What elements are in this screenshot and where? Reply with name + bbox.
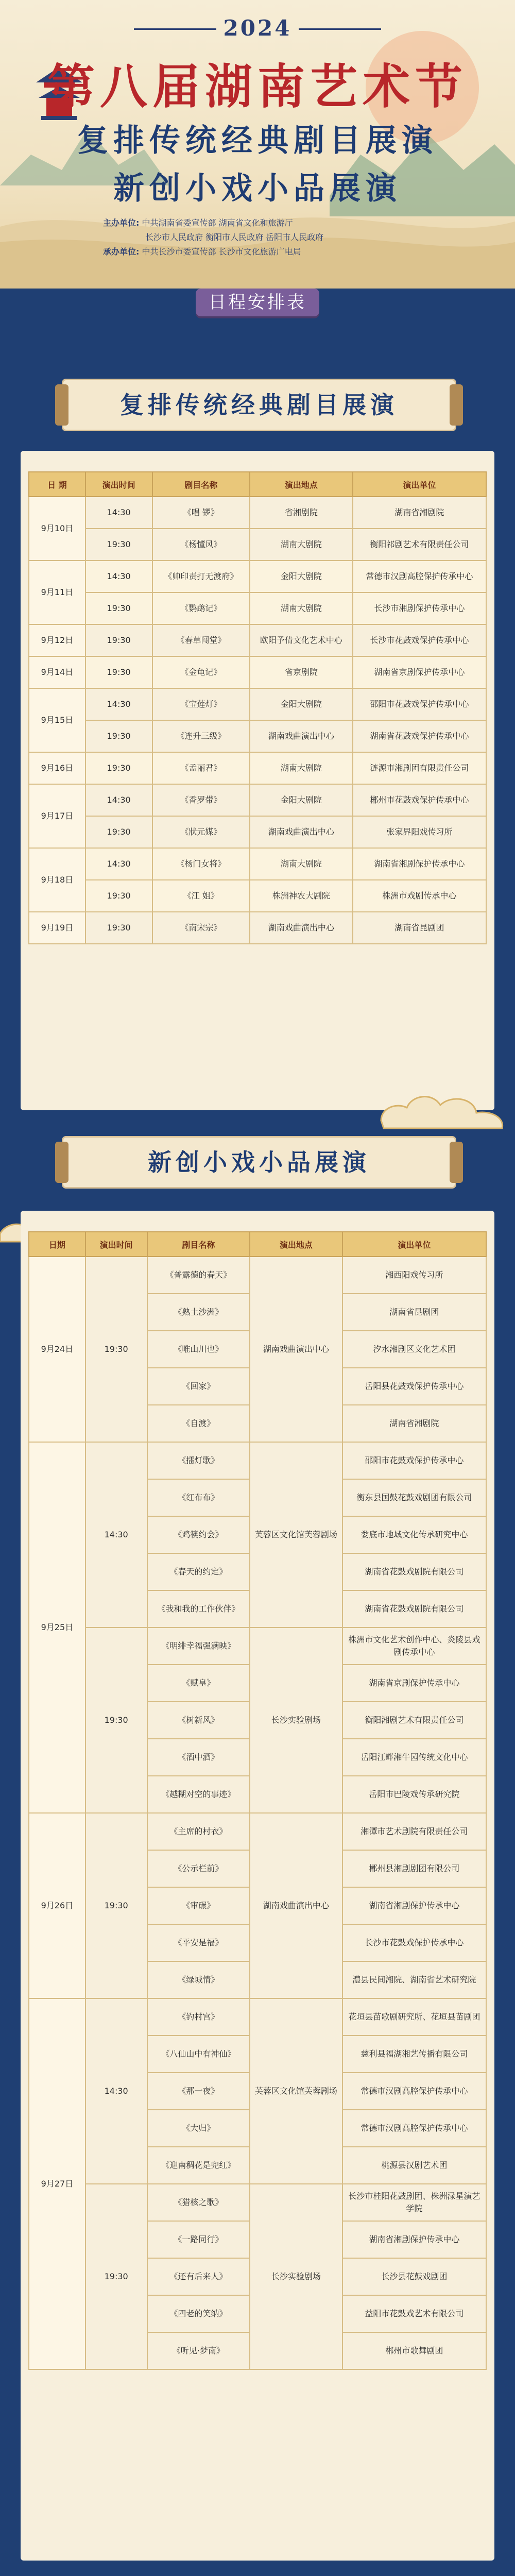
table-row	[29, 561, 486, 592]
col-header-venue: 演出地点	[250, 472, 353, 497]
date-cell: 9月14日	[29, 656, 85, 688]
time-cell: 19:30	[85, 656, 152, 688]
table-row	[29, 912, 486, 944]
table-row	[29, 592, 486, 624]
venue-cell: 芙蓉区文化馆芙蓉剧场	[250, 1442, 342, 1628]
unit-cell: 衡阳祁剧艺术有限责任公司	[353, 529, 486, 561]
date-cell: 9月11日	[29, 561, 85, 624]
play-name-cell: 《红布布》	[147, 1479, 250, 1516]
table-row	[29, 880, 486, 912]
play-name-cell: 《平安是福》	[147, 1924, 250, 1961]
section1-title: 复排传统经典剧目展演	[120, 391, 398, 419]
time-cell: 14:30	[85, 848, 152, 880]
date-cell: 9月24日	[29, 1257, 85, 1442]
time-cell: 19:30	[85, 720, 152, 752]
unit-cell: 湖南省昆剧团	[353, 912, 486, 944]
unit-cell: 湖南省京剧保护传承中心	[342, 1665, 486, 1702]
play-name-cell: 《四老的笑纳》	[147, 2295, 250, 2332]
play-name-cell: 《熟土沙洲》	[147, 1294, 250, 1331]
table-row	[29, 2184, 486, 2221]
section2-title: 新创小戏小品展演	[148, 1148, 370, 1176]
play-name-cell: 《听见·梦南》	[147, 2332, 250, 2369]
play-name-cell: 《越糊对空的事迹》	[147, 1776, 250, 1813]
unit-cell: 郴州县湘剧剧团有限公司	[342, 1850, 486, 1887]
date-cell: 9月27日	[29, 1998, 85, 2369]
time-cell: 19:30	[85, 592, 152, 624]
time-cell: 19:30	[85, 816, 152, 848]
unit-cell: 湖南省花鼓戏保护传承中心	[353, 720, 486, 752]
venue-cell: 芙蓉区文化馆芙蓉剧场	[250, 1998, 342, 2184]
unit-cell: 株洲市文化艺术创作中心、炎陵县戏剧传承中心	[342, 1628, 486, 1665]
date-cell: 9月12日	[29, 624, 85, 656]
unit-cell: 岳阳市巴陵戏传承研究院	[342, 1776, 486, 1813]
col-header-venue: 演出地点	[250, 1232, 342, 1257]
unit-cell: 汐水湘剧区文化艺术团	[342, 1331, 486, 1368]
col-header-date: 日期	[29, 1232, 85, 1257]
table-row	[29, 1442, 486, 1479]
unit-cell: 长沙市花鼓戏保护传承中心	[342, 1924, 486, 1961]
play-name-cell: 《树新风》	[147, 1702, 250, 1739]
unit-cell: 衡东县国鼓花鼓戏剧团有限公司	[342, 1479, 486, 1516]
play-name-cell: 《杨门女将》	[152, 848, 250, 880]
play-name-cell: 《大归》	[147, 2110, 250, 2147]
play-name-cell: 《八仙山中有神仙》	[147, 2036, 250, 2073]
venue-cell: 金阳大剧院	[250, 688, 353, 720]
play-name-cell: 《回家》	[147, 1368, 250, 1405]
section2-schedule-table	[28, 1231, 487, 2370]
header-banner	[0, 0, 515, 289]
play-name-cell: 《金龟记》	[152, 656, 250, 688]
venue-cell: 长沙实验剧场	[250, 1628, 342, 1813]
play-name-cell: 《唯山川也》	[147, 1331, 250, 1368]
time-cell: 19:30	[85, 912, 152, 944]
venue-cell: 欧阳予倩文化艺术中心	[250, 624, 353, 656]
unit-cell: 衡阳湘剧艺术有限责任公司	[342, 1702, 486, 1739]
play-name-cell: 《宝莲灯》	[152, 688, 250, 720]
play-name-cell: 《主席的村衣》	[147, 1813, 250, 1850]
play-name-cell: 《明绯幸福强满映》	[147, 1628, 250, 1665]
unit-cell: 岳阳县花鼓戏保护传承中心	[342, 1368, 486, 1405]
play-name-cell: 《那一夜》	[147, 2073, 250, 2110]
subtitle-new-short-plays: 新创小戏小品展演	[113, 171, 402, 207]
scroll-end-left	[55, 384, 68, 426]
play-name-cell: 《鹦鹉记》	[152, 592, 250, 624]
unit-cell: 澧县民间湘院、湖南省艺术研究院	[342, 1961, 486, 1998]
unit-cell: 娄底市地域文化传承研究中心	[342, 1516, 486, 1553]
venue-cell: 株洲神农大剧院	[250, 880, 353, 912]
unit-cell: 花垣县苗歌剧研究所、花垣县苗剧团	[342, 1998, 486, 2036]
play-name-cell: 《杨懂风》	[152, 529, 250, 561]
scroll-end-right	[450, 384, 463, 426]
venue-cell: 金阳大剧院	[250, 561, 353, 592]
time-cell: 14:30	[85, 1442, 147, 1628]
date-cell: 9月25日	[29, 1442, 85, 1813]
unit-cell: 长沙市桂阳花鼓剧团、株洲渌星演艺学院	[342, 2184, 486, 2221]
organizer-line-3: 承办单位: 中共长沙市委宣传部 长沙市文化旅游广电局	[103, 247, 301, 257]
unit-cell: 郴州市歌舞剧团	[342, 2332, 486, 2369]
time-cell: 19:30	[85, 1628, 147, 1813]
play-name-cell: 《猎核之歌》	[147, 2184, 250, 2221]
venue-cell: 湖南戏曲演出中心	[250, 912, 353, 944]
schedule-label: 日程安排表	[196, 289, 319, 316]
time-cell: 14:30	[85, 1998, 147, 2184]
play-name-cell: 《普露德的春天》	[147, 1257, 250, 1294]
unit-cell: 株洲市戏剧传承中心	[353, 880, 486, 912]
time-cell: 19:30	[85, 880, 152, 912]
unit-cell: 湘西阳戏传习所	[342, 1257, 486, 1294]
col-header-unit: 演出单位	[342, 1232, 486, 1257]
col-header-name: 剧目名称	[147, 1232, 250, 1257]
venue-cell: 湖南戏曲演出中心	[250, 1257, 342, 1442]
section1-title-scroll	[62, 379, 456, 431]
col-header-time: 演出时间	[85, 472, 152, 497]
cloud-decoration-icon	[371, 1079, 515, 1136]
date-cell: 9月19日	[29, 912, 85, 944]
venue-cell: 省湘剧院	[250, 497, 353, 529]
table-row	[29, 752, 486, 784]
table-row	[29, 816, 486, 848]
festival-year: 2024	[223, 15, 292, 41]
play-name-cell: 《一路同行》	[147, 2221, 250, 2258]
unit-cell: 岳阳江畔湘牛园传统文化中心	[342, 1739, 486, 1776]
time-cell: 19:30	[85, 752, 152, 784]
unit-cell: 湖南省京剧保护传承中心	[353, 656, 486, 688]
col-header-time: 演出时间	[85, 1232, 147, 1257]
unit-cell: 湖南省湘剧保护传承中心	[353, 848, 486, 880]
table-row	[29, 656, 486, 688]
time-cell: 19:30	[85, 1813, 147, 1998]
subtitle-classic-repertoire: 复排传统经典剧目展演	[77, 123, 438, 159]
table-row	[29, 1628, 486, 1665]
play-name-cell: 《我和我的工作伙伴》	[147, 1590, 250, 1628]
venue-cell: 湖南戏曲演出中心	[250, 816, 353, 848]
table-row	[29, 1813, 486, 1850]
unit-cell: 湖南省湘剧院	[353, 497, 486, 529]
venue-cell: 金阳大剧院	[250, 784, 353, 816]
unit-cell: 湖南省昆剧团	[342, 1294, 486, 1331]
unit-cell: 郴州市花鼓戏保护传承中心	[353, 784, 486, 816]
unit-cell: 桃源县汉剧艺术团	[342, 2147, 486, 2184]
play-name-cell: 《审碾》	[147, 1887, 250, 1924]
play-name-cell: 《唱 锣》	[152, 497, 250, 529]
venue-cell: 湖南大剧院	[250, 529, 353, 561]
table-row	[29, 1998, 486, 2036]
table-row	[29, 688, 486, 720]
date-cell: 9月26日	[29, 1813, 85, 1998]
unit-cell: 长沙市花鼓戏保护传承中心	[353, 624, 486, 656]
unit-cell: 邵阳市花鼓戏保护传承中心	[353, 688, 486, 720]
unit-cell: 益阳市花鼓戏艺术有限公司	[342, 2295, 486, 2332]
table-header-row	[29, 1232, 486, 1257]
date-cell: 9月10日	[29, 497, 85, 561]
time-cell: 14:30	[85, 561, 152, 592]
unit-cell: 邵阳市花鼓戏保护传承中心	[342, 1442, 486, 1479]
date-cell: 9月15日	[29, 688, 85, 752]
unit-cell: 常德市汉剧高腔保护传承中心	[342, 2110, 486, 2147]
venue-cell: 湖南戏曲演出中心	[250, 1813, 342, 1998]
venue-cell: 湖南戏曲演出中心	[250, 720, 353, 752]
section1-schedule-table	[28, 471, 487, 944]
table-row	[29, 784, 486, 816]
unit-cell: 湖南省湘剧保护传承中心	[342, 2221, 486, 2258]
unit-cell: 长沙县花鼓戏剧团	[342, 2258, 486, 2295]
table-row	[29, 720, 486, 752]
col-header-date: 日 期	[29, 472, 85, 497]
play-name-cell: 《连升三级》	[152, 720, 250, 752]
unit-cell: 湖南省花鼓戏剧院有限公司	[342, 1590, 486, 1628]
date-cell: 9月17日	[29, 784, 85, 848]
col-header-unit: 演出单位	[353, 472, 486, 497]
venue-cell: 省京剧院	[250, 656, 353, 688]
venue-cell: 湖南大剧院	[250, 592, 353, 624]
table-row	[29, 497, 486, 529]
festival-title: 第八届湖南艺术节	[47, 59, 468, 114]
date-cell: 9月16日	[29, 752, 85, 784]
time-cell: 19:30	[85, 529, 152, 561]
section2-title-scroll	[62, 1136, 456, 1189]
table-header-row	[29, 472, 486, 497]
play-name-cell: 《帅印责打无渡府》	[152, 561, 250, 592]
table-row	[29, 1257, 486, 1294]
play-name-cell: 《香罗带》	[152, 784, 250, 816]
play-name-cell: 《鸡筷约会》	[147, 1516, 250, 1553]
play-name-cell: 《狀元媒》	[152, 816, 250, 848]
date-cell: 9月18日	[29, 848, 85, 912]
table-row	[29, 624, 486, 656]
play-name-cell: 《擂灯歌》	[147, 1442, 250, 1479]
unit-cell: 湖南省湘剧院	[342, 1405, 486, 1442]
play-name-cell: 《孟丽君》	[152, 752, 250, 784]
col-header-name: 剧目名称	[152, 472, 250, 497]
unit-cell: 慈利县福湖湘艺传播有限公司	[342, 2036, 486, 2073]
play-name-cell: 《南宋宗》	[152, 912, 250, 944]
play-name-cell: 《还有后来人》	[147, 2258, 250, 2295]
unit-cell: 湖南省湘剧保护传承中心	[342, 1887, 486, 1924]
play-name-cell: 《春草闯堂》	[152, 624, 250, 656]
time-cell: 19:30	[85, 2184, 147, 2369]
time-cell: 14:30	[85, 784, 152, 816]
unit-cell: 涟源市湘剧团有限责任公司	[353, 752, 486, 784]
venue-cell: 湖南大剧院	[250, 752, 353, 784]
play-name-cell: 《自渡》	[147, 1405, 250, 1442]
unit-cell: 张家界阳戏传习所	[353, 816, 486, 848]
scroll-end-right	[450, 1142, 463, 1183]
unit-cell: 湖南省花鼓戏剧院有限公司	[342, 1553, 486, 1590]
organizer-line-2: 长沙市人民政府 衡阳市人民政府 岳阳市人民政府	[145, 232, 324, 242]
venue-cell: 湖南大剧院	[250, 848, 353, 880]
play-name-cell: 《绿城情》	[147, 1961, 250, 1998]
organizer-line-1: 主办单位: 中共湖南省委宣传部 湖南省文化和旅游厅	[103, 218, 293, 228]
unit-cell: 长沙市湘剧保护传承中心	[353, 592, 486, 624]
table-row	[29, 848, 486, 880]
venue-cell: 长沙实验剧场	[250, 2184, 342, 2369]
play-name-cell: 《钓村宫》	[147, 1998, 250, 2036]
unit-cell: 常德市汉剧高腔保护传承中心	[353, 561, 486, 592]
play-name-cell: 《春天的约定》	[147, 1553, 250, 1590]
time-cell: 14:30	[85, 497, 152, 529]
play-name-cell: 《酒中酒》	[147, 1739, 250, 1776]
table-row	[29, 529, 486, 561]
play-name-cell: 《迎南稠花是兜红》	[147, 2147, 250, 2184]
play-name-cell: 《江 姐》	[152, 880, 250, 912]
play-name-cell: 《公示栏前》	[147, 1850, 250, 1887]
unit-cell: 湘潭市艺术剧院有限责任公司	[342, 1813, 486, 1850]
time-cell: 19:30	[85, 1257, 147, 1442]
unit-cell: 常德市汉剧高腔保护传承中心	[342, 2073, 486, 2110]
play-name-cell: 《赋皇》	[147, 1665, 250, 1702]
time-cell: 19:30	[85, 624, 152, 656]
scroll-end-left	[55, 1142, 68, 1183]
time-cell: 14:30	[85, 688, 152, 720]
